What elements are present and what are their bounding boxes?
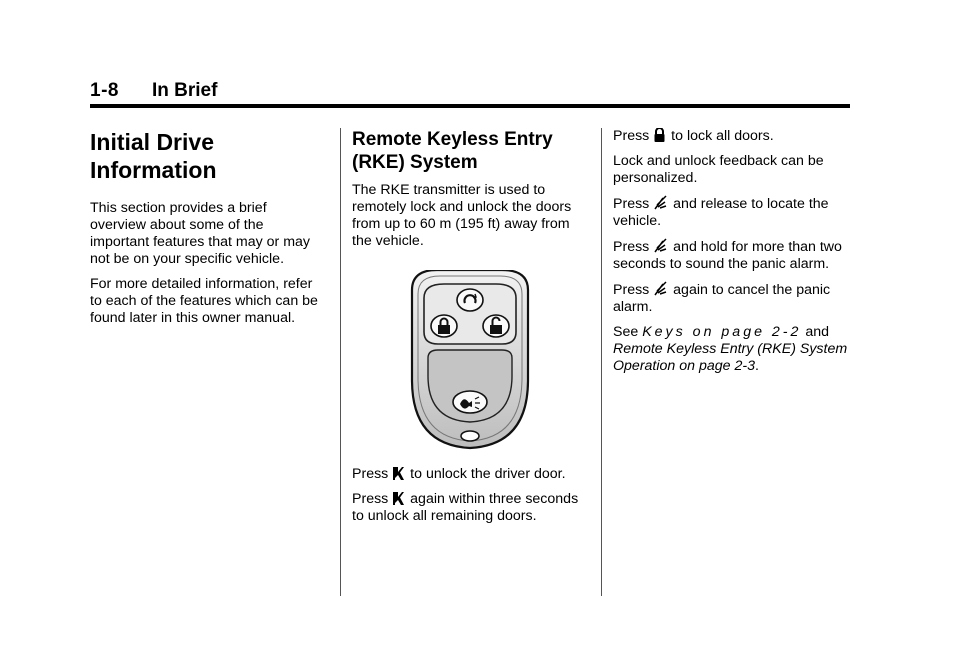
unlock-glyph-icon <box>393 467 404 480</box>
cancel-panic-paragraph <box>613 281 853 316</box>
keys-cross-reference-link[interactable]: Keys on page 2-2 <box>642 324 802 340</box>
page-header <box>90 80 850 110</box>
column-initial-drive <box>90 128 322 335</box>
more-info-paragraph: For more detailed information, refer to each of the features which can be found later in this owner manual. <box>90 276 318 326</box>
unlock-driver-text: to unlock the driver door. <box>410 466 566 482</box>
rke-heading <box>352 128 588 174</box>
see-also-paragraph <box>613 324 853 375</box>
rke-intro-paragraph: The RKE transmitter is used to remotely lock and unlock the doors from up to 60 m (195 ft) away from the vehicle. <box>352 182 572 249</box>
section-title: In Brief <box>152 80 218 101</box>
press-text: Press <box>352 491 389 507</box>
feedback-paragraph: Lock and unlock feedback can be personalized. <box>613 153 824 186</box>
press-text: Press <box>352 466 389 482</box>
panic-text: and hold for more than two seconds to sound the panic alarm. <box>613 239 842 272</box>
panic-paragraph <box>613 238 853 273</box>
period-text: . <box>754 358 759 374</box>
key-fob-illustration <box>352 270 588 454</box>
horn-glyph-icon <box>654 238 667 253</box>
overview-paragraph: This section provides a brief overview about some of the important features that may or may not be on your specific vehicle. <box>90 200 310 267</box>
initial-drive-heading <box>90 128 322 184</box>
cancel-panic-text: again to cancel the panic alarm. <box>613 282 831 315</box>
lock-all-paragraph <box>613 128 853 145</box>
lock-all-text: to lock all doors. <box>671 128 774 144</box>
heading-line: Initial Drive <box>90 129 214 155</box>
press-text: Press <box>613 128 650 144</box>
header-rule <box>90 104 850 108</box>
heading-line: (RKE) System <box>352 152 478 173</box>
lock-glyph-icon <box>654 128 665 142</box>
horn-glyph-icon <box>654 195 667 210</box>
press-text: Press <box>613 196 650 212</box>
column-rke <box>352 128 588 533</box>
locate-paragraph <box>613 195 853 230</box>
unlock-glyph-icon <box>393 492 404 505</box>
heading-line: Information <box>90 157 217 183</box>
and-text: and <box>805 324 830 340</box>
press-text: Press <box>613 239 650 255</box>
heading-line: Remote Keyless Entry <box>352 129 553 150</box>
see-text: See <box>613 324 639 340</box>
unlock-driver-paragraph <box>352 466 588 483</box>
page-number: 1-8 <box>90 80 119 101</box>
column-divider-2 <box>601 128 602 596</box>
horn-glyph-icon <box>654 281 667 296</box>
key-fob-icon <box>352 270 588 454</box>
column-divider-1 <box>340 128 341 596</box>
press-text: Press <box>613 282 650 298</box>
rke-operation-cross-reference-link[interactable]: Remote Keyless Entry (RKE) System Operation on page 2-3 <box>613 341 848 374</box>
locate-text: and release to locate the vehicle. <box>613 196 829 229</box>
column-rke-continued <box>613 128 853 383</box>
unlock-all-paragraph <box>352 491 588 525</box>
unlock-all-text: again within three seconds to unlock all remaining doors. <box>352 491 579 524</box>
